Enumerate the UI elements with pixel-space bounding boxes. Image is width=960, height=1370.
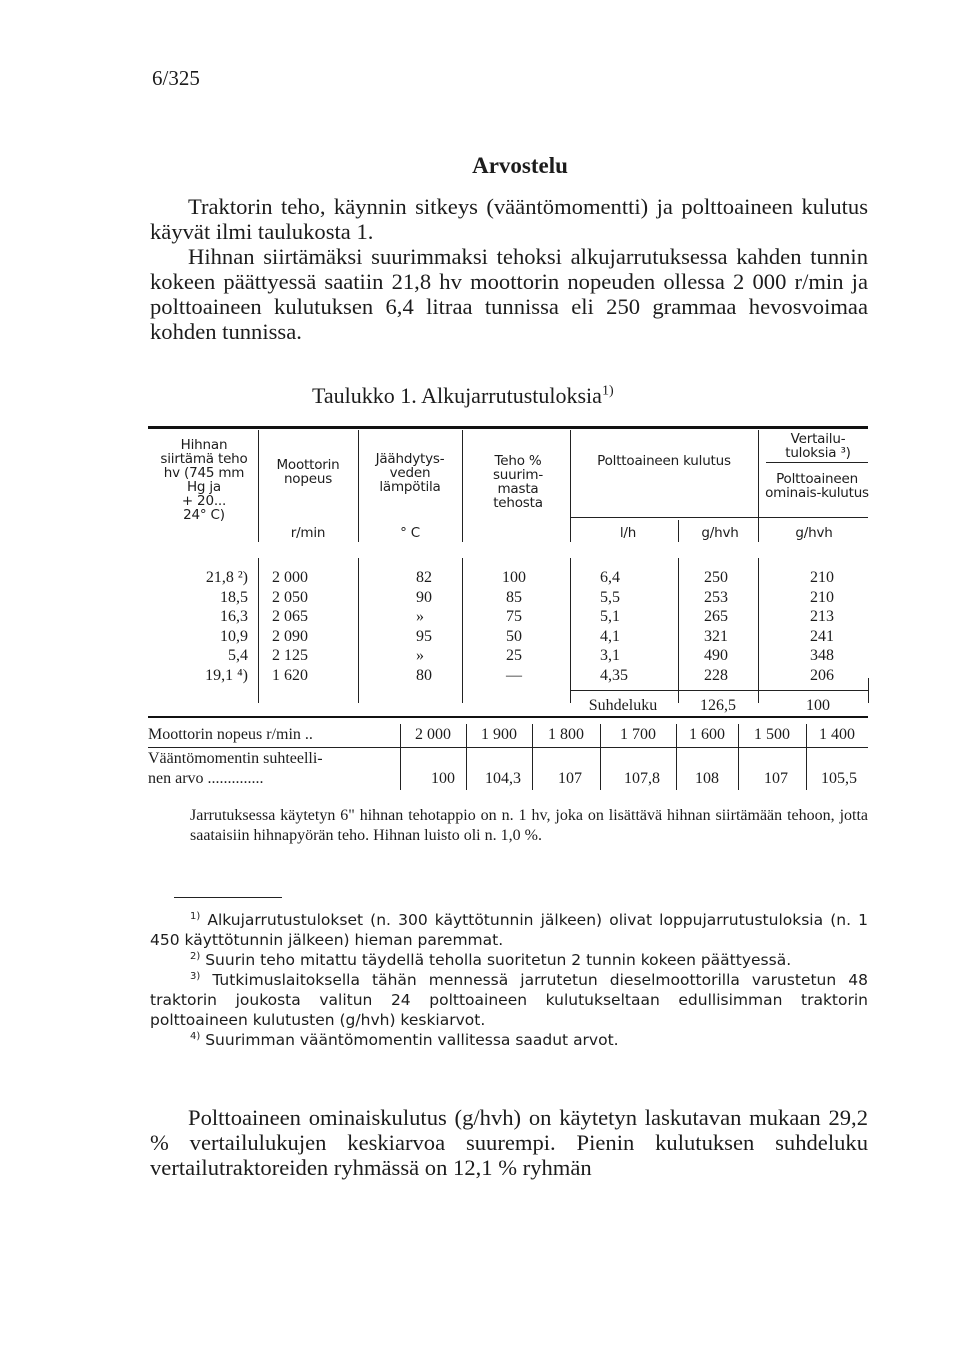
- torque-value: 107: [764, 770, 788, 787]
- footnote-mark: 1): [190, 910, 201, 922]
- table-cell: 241: [810, 627, 834, 645]
- table-cell: 3,1: [600, 647, 620, 664]
- speed-value: 1 700: [620, 726, 656, 743]
- caption-footnote-ref: 1): [601, 383, 614, 399]
- header-subrule: [570, 517, 868, 518]
- footnote-3: [150, 970, 868, 1030]
- table-cell: 2 125: [272, 647, 308, 664]
- header-line: 24° C): [183, 507, 225, 523]
- table-cell: 5,1: [600, 608, 620, 625]
- footnote-mark: 2): [190, 950, 201, 962]
- column-rule: [868, 678, 869, 703]
- table-cell: 206: [810, 666, 834, 684]
- table-cell: 4,35: [600, 666, 628, 684]
- footnote-2: [150, 950, 868, 970]
- subtable-top-rule: [148, 716, 868, 718]
- results-table: [148, 420, 868, 720]
- table-cell: 19,1 ⁴): [205, 666, 248, 684]
- footnote-text: Suurimman vääntömomentin vallitessa saadut arvot.: [205, 1031, 619, 1049]
- table-cell: 2 050: [272, 588, 308, 606]
- table-cell: 253: [704, 588, 728, 606]
- table-cell: 2 090: [272, 627, 308, 645]
- speed-value: 1 400: [819, 726, 855, 743]
- footnote-text: Alkujarrutustulokset (n. 300 käyttötunnin jälkeen) olivat loppujarrutustuloksia (n. 1 450 käyttötunnin jälkeen) hieman paremmat.: [150, 911, 868, 949]
- torque-value: 100: [431, 770, 455, 787]
- unit-celsius: ° C: [400, 525, 420, 541]
- ratio-label: Suhdeluku: [588, 697, 658, 714]
- ratio-rule: [570, 690, 868, 691]
- column-rule: [758, 558, 759, 703]
- table-cell: 210: [810, 569, 834, 586]
- table-cell: 4,1: [600, 627, 620, 645]
- table-cell: 82: [416, 569, 432, 586]
- table-cell: 6,4: [600, 569, 620, 586]
- header-line: Hihnan: [180, 437, 228, 453]
- table-cell: 490: [704, 647, 728, 664]
- col-power-percent: [474, 568, 554, 685]
- table-cell: 321: [704, 627, 728, 645]
- table-cell: »: [416, 647, 424, 664]
- table-cell: 5,4: [228, 647, 248, 664]
- table-cell: 75: [506, 608, 522, 625]
- header-specific-consumption: Polttoaineen ominais-kulutus: [765, 471, 869, 501]
- torque-label-line1: Vääntömomentin suhteelli-: [148, 750, 323, 767]
- table-cell: 5,5: [600, 588, 620, 606]
- table-cell: 50: [506, 627, 522, 645]
- header-line: + 20...: [181, 493, 227, 509]
- ratio-value: 100: [806, 697, 830, 714]
- footnotes: [150, 910, 868, 1050]
- table-cell: 100: [502, 569, 526, 586]
- table-cell: 80: [416, 666, 432, 684]
- torque-value: 107: [558, 770, 582, 787]
- column-rule: [258, 558, 259, 703]
- table-cell: 95: [416, 627, 432, 645]
- table-cell: 210: [810, 588, 834, 606]
- ratio-value: 126,5: [700, 697, 736, 714]
- unit-litres-per-hour: l/h: [619, 525, 637, 541]
- speed-value: 1 800: [548, 726, 584, 743]
- table-cell: 213: [810, 608, 834, 625]
- closing-paragraph: Polttoaineen ominaiskulutus (g/hvh) on käytetyn laskutavan mukaan 29,2 % vertailulukujen keskiarvoa suurempi. Pienin kulutuksen suhdeluku vertailutraktoreiden ryhmässä on 12,1 % ryhmän: [150, 1105, 868, 1180]
- col-engine-speed: [272, 568, 352, 685]
- header-subrule: [766, 462, 868, 463]
- column-rule: [358, 430, 359, 542]
- col-coolant-temp: [416, 568, 456, 685]
- col-fuel-ghph: [704, 568, 754, 685]
- column-rule: [358, 558, 359, 703]
- table-caption-text: Taulukko 1. Alkujarrutustuloksia: [312, 383, 602, 408]
- footnote-text: Tutkimuslaitoksella tähän mennessä jarrutetun dieselmoottorilla varustetun 48 traktorin joukosta valitun 24 polttoaineen kulutukseltaan edullisimman traktorin polttoaineen kulutusten (g/hvh) keskiarvot.: [150, 971, 868, 1029]
- header-line: siirtämä teho: [160, 451, 248, 467]
- header-engine-speed: Moottorin nopeus: [276, 457, 340, 487]
- table-caption: [312, 383, 614, 409]
- table-cell: 10,9: [220, 627, 248, 645]
- table-top-rule: [148, 426, 868, 429]
- table-cell: 18,5: [220, 588, 248, 606]
- footnote-divider: [174, 897, 282, 898]
- header-line: Hg ja: [186, 479, 222, 495]
- column-rule: [678, 520, 679, 542]
- header-coolant-temp: Jäähdytys-veden lämpötila: [375, 451, 445, 495]
- footnote-mark: 4): [190, 1030, 201, 1042]
- table-note: Jarrutuksessa käytetyn 6" hihnan tehotappio on n. 1 hv, joka on lisättävä hihnan siirtämään tehoon, jotta saataisiin hihnapyörän teho. Hihnan luisto oli n. 1,0 %.: [190, 807, 868, 844]
- intro-paragraph: Hihnan siirtämäksi suurimmaksi tehoksi alkujarrutuksessa kahden tunnin kokeen päättyessä saatiin 21,8 hv moottorin nopeuden ollessa 2 000 r/min ja polttoaineen kulutuksen 6,4 litraa tunnissa eli 250 grammaa hevosvoimaa kohden tunnissa.: [150, 244, 868, 344]
- torque-value: 107,8: [624, 770, 660, 787]
- header-fuel-consumption: Polttoaineen kulutus: [597, 453, 731, 469]
- table-cell: 228: [704, 666, 728, 684]
- column-rule: [570, 430, 571, 542]
- speed-value: 1 500: [754, 726, 790, 743]
- torque-value: 104,3: [485, 770, 521, 787]
- speed-value: 2 000: [415, 726, 451, 743]
- header-belt-power: [148, 438, 260, 522]
- table-cell: 25: [506, 647, 522, 664]
- table-cell: 265: [704, 608, 728, 625]
- header-comparison-results: Vertailu-tuloksia ³): [785, 431, 851, 461]
- intro-paragraph: Traktorin teho, käynnin sitkeys (vääntömomentti) ja polttoaineen kulutus käyvät ilmi taulukosta 1.: [150, 194, 868, 244]
- col-belt-power: [148, 568, 248, 685]
- torque-label-line2: nen arvo ..............: [148, 770, 264, 787]
- table-cell: 1 620: [272, 666, 308, 684]
- table-cell: 85: [506, 588, 522, 606]
- table-cell: 21,8 ²): [205, 569, 248, 586]
- column-rule: [462, 558, 463, 703]
- torque-value: 105,5: [821, 770, 857, 787]
- section-heading: Arvostelu: [472, 153, 568, 178]
- col-fuel-lph: [600, 568, 660, 685]
- footnote-text: Suurin teho mitattu täydellä teholla suoritetun 2 tunnin kokeen päättyessä.: [205, 951, 792, 969]
- intro-text: [150, 194, 868, 344]
- table-cell: 2 065: [272, 608, 308, 625]
- torque-value: 108: [695, 770, 719, 787]
- unit-grams-per-hph: g/hvh: [701, 525, 739, 541]
- footnote-mark: 3): [190, 970, 201, 982]
- speed-value: 1 900: [481, 726, 517, 743]
- page-number: 6/325: [152, 66, 200, 90]
- table-cell: »: [416, 608, 424, 625]
- column-rule: [570, 558, 571, 703]
- table-cell: 90: [416, 588, 432, 606]
- table-cell: —: [506, 666, 522, 684]
- table-cell: 2 000: [272, 569, 308, 586]
- unit-rpm: r/min: [290, 525, 326, 541]
- header-line: hv (745 mm: [163, 465, 245, 481]
- table-cell: 250: [704, 569, 728, 586]
- torque-table: [148, 716, 868, 796]
- unit-grams-per-hph: g/hvh: [795, 525, 833, 541]
- table-cell: 16,3: [220, 608, 248, 625]
- footnote-1: [150, 910, 868, 950]
- footnote-4: [150, 1030, 868, 1050]
- subtable-mid-rule: [148, 747, 868, 748]
- closing-text: [150, 1105, 868, 1180]
- header-power-percent: Teho % suurim-masta tehosta: [492, 453, 544, 511]
- speed-label: Moottorin nopeus r/min ..: [148, 726, 313, 743]
- speed-value: 1 600: [689, 726, 725, 743]
- table-cell: 348: [810, 647, 834, 664]
- column-rule: [678, 558, 679, 703]
- column-rule: [462, 430, 463, 542]
- col-comparison: [810, 568, 860, 685]
